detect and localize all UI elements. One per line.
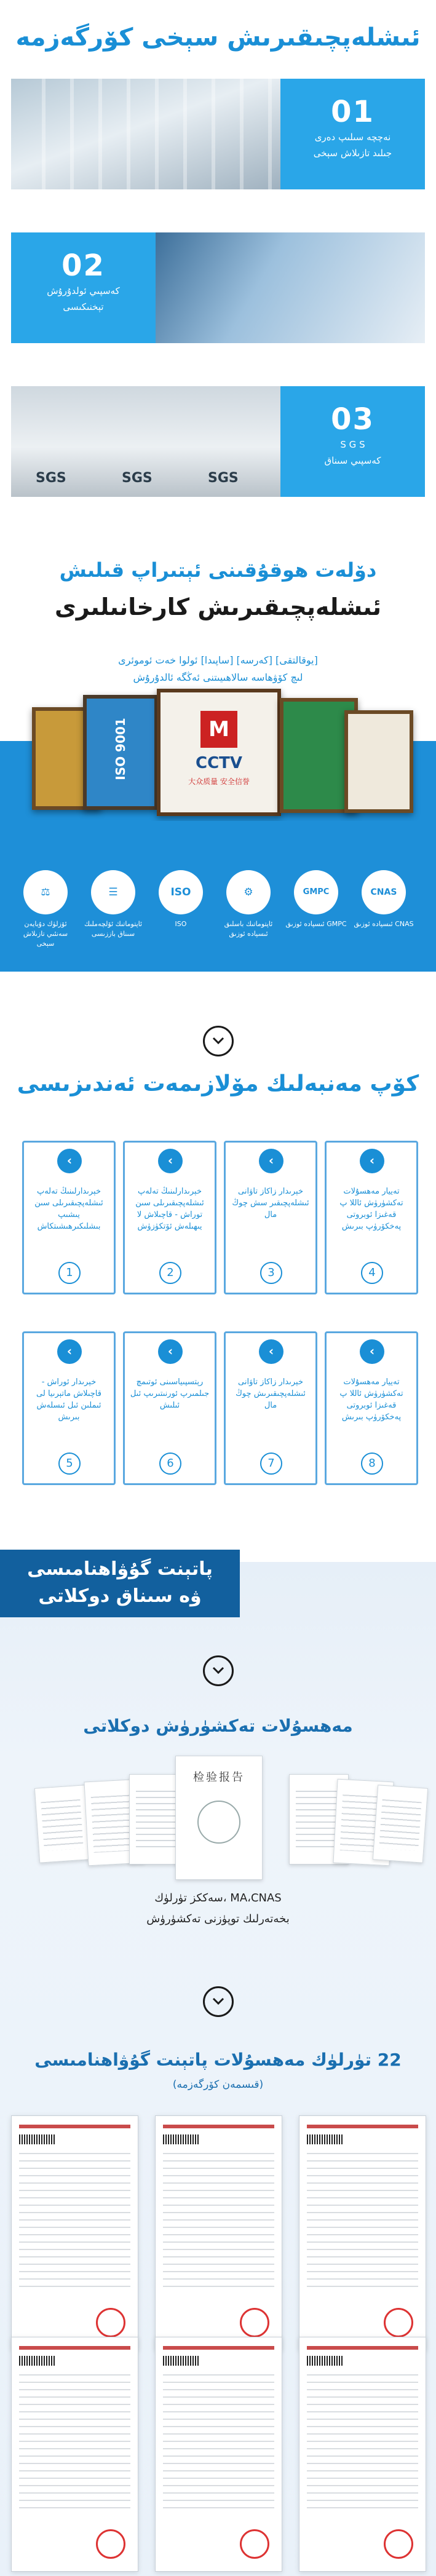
workshop-badge-1	[280, 79, 425, 189]
cnas-icon: CNAS	[362, 870, 406, 914]
sgs-lab-photo	[11, 386, 280, 497]
icon-caption: GMPC ئىسپادە ئوزىق	[285, 920, 347, 928]
cert-logo-icon: M	[200, 711, 237, 748]
icon-caption: ئاپتوماتىك باسلىق ئىسپادە ئوزىق	[224, 920, 273, 938]
red-seal-icon	[384, 2529, 413, 2559]
badge-number: 01	[331, 95, 375, 129]
certificate-frame	[344, 710, 413, 813]
badge-line: كەسپىي سىناق	[324, 455, 381, 466]
badge-number: 03	[331, 402, 375, 437]
report-seal-icon	[197, 1801, 240, 1844]
cert-title-line1: دۆلەت ھوقۇقىنى ئېتىراپ قىلىش	[59, 558, 377, 582]
service-card	[325, 1331, 418, 1485]
badge-line: كەسپىي ئولدۇرۇش	[47, 285, 120, 296]
arrow-icon: ‹	[57, 1339, 82, 1364]
capability-icons	[0, 821, 436, 972]
red-seal-icon	[384, 2308, 413, 2337]
arrow-icon: ‹	[259, 1339, 283, 1364]
card-text: تەييار مەھسۇلات تەكشۈرۈش ئاللا پ قەغىزا ئوبروتى پەخكۆرۈپ بىرىش	[339, 1187, 403, 1231]
iso-certificate	[83, 695, 158, 810]
factory-icon: ⚖	[23, 870, 68, 914]
badge-line: تېخنىكىسى	[63, 301, 104, 312]
card-number: 1	[58, 1262, 81, 1284]
red-seal-icon	[96, 2308, 125, 2337]
patent-title: 22 تۈرلۈك مەھسۇلات پاتېنت گۇۋاھنامىسى	[34, 2050, 402, 2070]
icon-caption: CNAS ئىسپادە ئوزىق	[354, 920, 414, 928]
service-card	[224, 1141, 317, 1294]
cert-text: CCTV	[195, 754, 243, 772]
test-report-title: مەھسۇلات تەكشۈرۈش دوكلاتى	[83, 1716, 353, 1736]
card-number: 7	[260, 1452, 282, 1475]
gmpc-icon: GMPC	[294, 870, 338, 914]
patent-certificate	[299, 2115, 426, 2350]
sgs-mark: SGS	[208, 470, 239, 486]
patent-subtitle: (قىسمەن كۆرگەزمە)	[172, 2079, 264, 2091]
workshop-photo	[11, 79, 280, 189]
cert-title-line2: ئىشلەپچىقىرىش كارخانىلىرى	[54, 593, 382, 620]
card-text: خېرىدار زاكاز تاۋانى ئىشلەپچىقىرىش چوڭ مال	[236, 1377, 306, 1410]
service-card	[224, 1331, 317, 1485]
cert-text: ISO 9001	[113, 718, 128, 780]
workshop-row-2	[11, 232, 425, 343]
service-card	[123, 1141, 216, 1294]
cctv-certificate	[157, 689, 281, 816]
report-document	[373, 1785, 428, 1863]
icon-caption: ئاپتوماتىك ئۆلچەملىك سىناق باززىسى	[84, 920, 143, 938]
card-text: خېرىدار زاكاز تاۋانى ئىشلەپچىقىر سش چوڭ مال	[232, 1187, 309, 1219]
arrow-icon: ‹	[259, 1149, 283, 1173]
patent-banner	[0, 1550, 240, 1617]
card-text: خېرىدارلىنىڭ تەلەپ ئىشلەپچىقىرىلى سىن توراش - قاچىلاش لا يىھىلەش ئۆتكۈزۈش	[135, 1187, 204, 1231]
cert-subtitle	[0, 652, 436, 686]
card-text: خېرىدارلىنىڭ تەلەپ ئىشلەپچىقىرىلى سىن يىشىپ بىشلىكىرھىشىتكاش	[34, 1187, 103, 1231]
robot-arm-icon: ⚙	[226, 870, 271, 914]
lab-photo	[156, 232, 425, 343]
workshop-badge-3	[280, 386, 425, 497]
pipeline-icon: ☰	[91, 870, 135, 914]
arrow-icon: ‹	[360, 1149, 384, 1173]
patent-certificate	[11, 2337, 138, 2572]
patent-certificate	[155, 2115, 282, 2350]
banner-line: ۋە سىناق دوكلاتى	[38, 1585, 202, 1607]
cert-text: 大众质量 安全信誉	[188, 777, 250, 786]
card-number: 8	[361, 1452, 383, 1475]
patent-certificate	[155, 2337, 282, 2572]
card-number: 4	[361, 1262, 383, 1284]
workshop-row-3	[11, 386, 425, 497]
cert-subtitle-line: [يوقالتقى] [كەرسە] [ساپىدا] ئولوا خەت ئوموئرى	[118, 654, 318, 666]
production-title: ئىشلەپچىقىرىش سېخى كۆرگەزمە	[15, 23, 421, 52]
workshop-row-1	[11, 79, 425, 189]
report-caption	[0, 1888, 436, 1930]
sgs-mark: SGS	[122, 470, 153, 486]
chevron-down-icon[interactable]	[203, 1655, 234, 1686]
badge-number: 02	[61, 248, 105, 283]
service-card	[22, 1141, 116, 1294]
chevron-down-icon[interactable]	[203, 1026, 234, 1056]
service-card	[325, 1141, 418, 1294]
patent-certificate	[299, 2337, 426, 2572]
badge-line: نەچچە سىلىپ دەرى	[314, 132, 391, 143]
arrow-icon: ‹	[57, 1149, 82, 1173]
icon-caption: ISO	[175, 920, 187, 928]
card-number: 2	[159, 1262, 181, 1284]
badge-line: جىلىد تازىلاش سېخى	[313, 148, 392, 159]
service-model-title: كۆپ مەنبەلىك مۆلازىمەت ئەندىزىسى	[17, 1071, 419, 1096]
badge-line: S G S	[340, 439, 365, 450]
icon-caption: ئۆزلۈك دۇبايەن سەنئىي تازىلاش سېخى	[23, 920, 68, 948]
red-seal-icon	[240, 2529, 269, 2559]
cert-subtitle-line: لىچ كۆۋھاسە سالاھىيىتنى ئەڭگە ئالدۇرۇش	[133, 672, 303, 683]
card-number: 6	[159, 1452, 181, 1475]
report-caption-line: MA،CNAS ،سەككز تۈرلۈك	[154, 1892, 282, 1904]
card-text: خېرىدار ئوراش - قاچىلاش ماتېرىيا لى ئىملىن ئىل ئىسلەش بىرىش	[36, 1377, 101, 1422]
workshop-badge-2	[11, 232, 156, 343]
report-document	[34, 1785, 90, 1863]
arrow-icon: ‹	[360, 1339, 384, 1364]
sgs-mark: SGS	[36, 470, 66, 486]
banner-line: پاتېنت گۇۋاھنامىسى	[27, 1558, 213, 1580]
main-report-document	[175, 1756, 263, 1880]
arrow-icon: ‹	[158, 1149, 183, 1173]
iso-icon: ISO	[159, 870, 203, 914]
report-caption-line: بخەتەرلىك توپۈزنى تەكشۈرۈش	[146, 1912, 290, 1925]
card-text: تەييار مەھسۇلات تەكشۈرۈش ئاللا پ قەغىزا ئوبروتى پەخكۆرۈپ بىرىش	[339, 1377, 403, 1422]
red-seal-icon	[96, 2529, 125, 2559]
arrow-icon: ‹	[158, 1339, 183, 1364]
service-card	[123, 1331, 216, 1485]
report-doc-title: 检验报告	[193, 1771, 245, 1784]
card-number: 3	[260, 1262, 282, 1284]
card-text: رېتسپىياسىنى ئوتىمچ جىلمىرپ ئورنىتىرىپ ئىل ئىلىش	[130, 1377, 210, 1410]
patent-certificate	[11, 2115, 138, 2350]
red-seal-icon	[240, 2308, 269, 2337]
service-card	[22, 1331, 116, 1485]
chevron-down-icon[interactable]	[203, 1986, 234, 2017]
card-number: 5	[58, 1452, 81, 1475]
